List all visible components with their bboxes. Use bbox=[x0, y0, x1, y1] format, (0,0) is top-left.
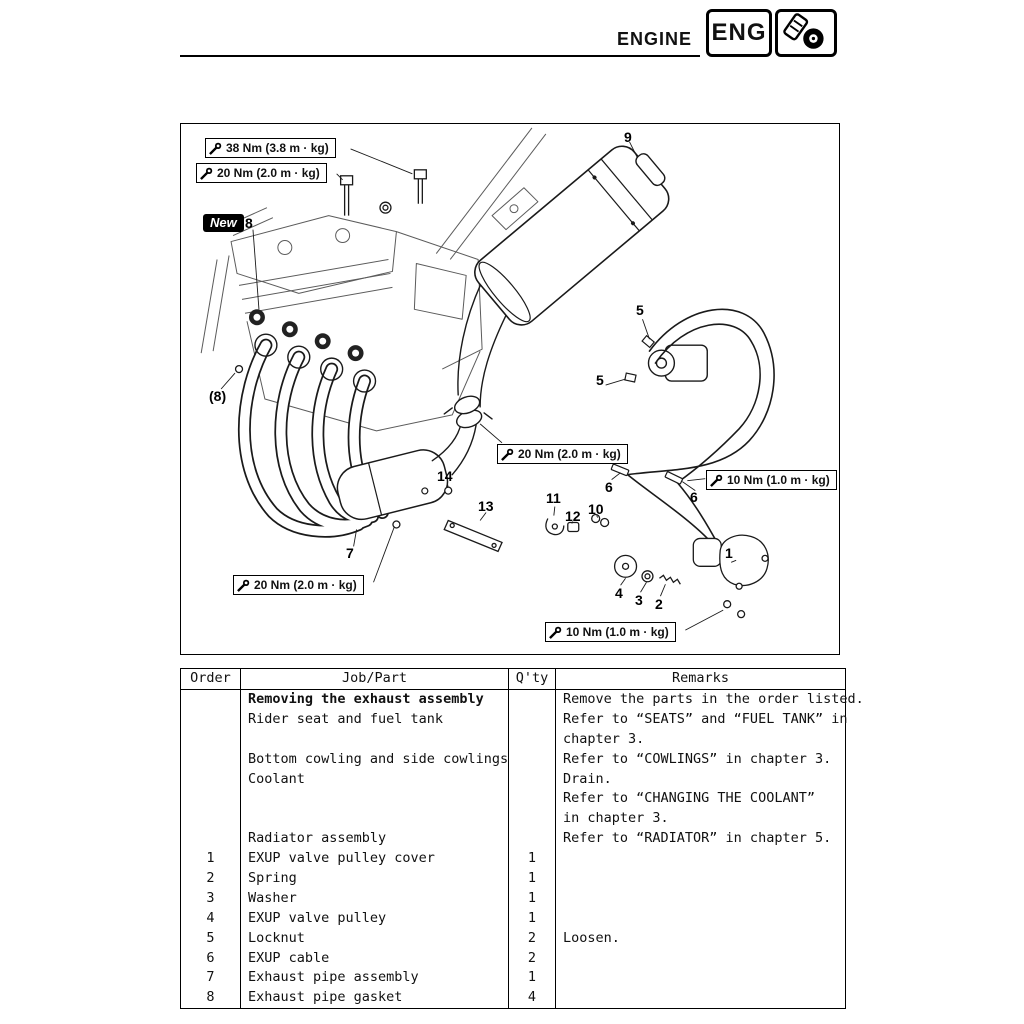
table-cell-order bbox=[181, 809, 240, 829]
table-cell-job: Coolant bbox=[248, 770, 305, 787]
table-cell-job: Bottom cowling and side cowlings bbox=[248, 750, 508, 767]
table-cell-order: 8 bbox=[206, 989, 215, 1006]
table-cell-order bbox=[181, 829, 240, 849]
table-cell-job bbox=[241, 789, 508, 809]
table-cell-remarks: Loosen. bbox=[563, 929, 620, 946]
part-callout-12: 12 bbox=[565, 508, 581, 524]
table-cell-qty bbox=[509, 730, 555, 750]
torque-value: 38 Nm (3.8 m · kg) bbox=[226, 141, 329, 155]
part-callout-6b: 6 bbox=[690, 489, 698, 505]
table-cell-job: EXUP valve pulley bbox=[248, 909, 387, 926]
table-cell-order: 4 bbox=[206, 909, 215, 926]
table-cell-qty: 2 bbox=[527, 929, 537, 946]
column-job-part bbox=[241, 690, 509, 1008]
table-cell-order: 5 bbox=[206, 929, 215, 946]
table-cell-qty bbox=[509, 750, 555, 770]
table-cell-qty: 1 bbox=[527, 909, 537, 926]
table-cell-job bbox=[241, 809, 508, 829]
col-header-order: Order bbox=[181, 669, 241, 689]
column-order bbox=[181, 690, 241, 1008]
engine-icon bbox=[775, 9, 837, 57]
table-cell-order bbox=[181, 789, 240, 809]
table-cell-order: 1 bbox=[206, 850, 215, 867]
table-cell-remarks: in chapter 3. bbox=[563, 810, 669, 827]
table-cell-qty: 1 bbox=[527, 969, 537, 986]
part-callout-14: 14 bbox=[437, 468, 453, 484]
table-cell-remarks: Refer to “SEATS” and “FUEL TANK” in bbox=[563, 710, 848, 727]
column-qty bbox=[509, 690, 556, 1008]
part-callout-7: 7 bbox=[346, 545, 354, 561]
table-cell-remarks bbox=[556, 988, 864, 1008]
torque-spec-label bbox=[205, 138, 336, 158]
muffler bbox=[468, 135, 681, 332]
table-cell-job: Radiator assembly bbox=[248, 830, 387, 847]
parts-table-header bbox=[181, 669, 845, 690]
exup-servo bbox=[648, 345, 707, 381]
torque-wrench-icon bbox=[209, 142, 222, 155]
parts-table-body bbox=[181, 690, 864, 1008]
table-cell-job: EXUP cable bbox=[248, 949, 330, 966]
midpipe-joint bbox=[432, 283, 506, 474]
torque-value: 10 Nm (1.0 m · kg) bbox=[566, 625, 669, 639]
part-callout-4: 4 bbox=[615, 585, 623, 601]
table-cell-remarks: Refer to “RADIATOR” in chapter 5. bbox=[563, 830, 832, 847]
part-callout-1: 1 bbox=[725, 545, 733, 561]
table-cell-order bbox=[181, 730, 240, 750]
table-cell-qty: 1 bbox=[527, 889, 537, 906]
parts-table bbox=[180, 668, 864, 1009]
part-callout-2: 2 bbox=[655, 596, 663, 612]
table-cell-qty bbox=[509, 829, 555, 849]
table-cell-qty bbox=[509, 710, 555, 730]
table-cell-qty: 4 bbox=[527, 989, 537, 1006]
table-cell-remarks: Refer to “COWLINGS” in chapter 3. bbox=[563, 750, 832, 767]
table-cell-remarks bbox=[556, 909, 864, 929]
torque-spec-label bbox=[706, 470, 837, 490]
part-callout-10: 10 bbox=[588, 501, 604, 517]
torque-spec-label bbox=[196, 163, 327, 183]
table-cell-job: Locknut bbox=[248, 929, 305, 946]
new-part-flag: New bbox=[203, 214, 244, 232]
part-callout-5a: 5 bbox=[636, 302, 644, 318]
table-cell-order bbox=[181, 690, 240, 710]
table-cell-order: 7 bbox=[206, 969, 215, 986]
table-cell-remarks bbox=[556, 869, 864, 889]
table-cell-qty: 1 bbox=[527, 850, 537, 867]
table-cell-qty: 1 bbox=[527, 870, 537, 887]
column-remarks bbox=[556, 690, 864, 1008]
part-callout-8-hidden: (8) bbox=[209, 388, 227, 404]
table-cell-remarks bbox=[556, 849, 864, 869]
torque-wrench-icon bbox=[501, 448, 514, 461]
table-cell-remarks: chapter 3. bbox=[563, 730, 645, 747]
part-callout-13: 13 bbox=[478, 498, 494, 514]
table-cell-job: Rider seat and fuel tank bbox=[248, 710, 444, 727]
table-cell-job: EXUP valve pulley cover bbox=[248, 850, 435, 867]
table-cell-remarks: Drain. bbox=[563, 770, 612, 787]
part-callout-9: 9 bbox=[624, 129, 632, 145]
table-cell-job: Spring bbox=[248, 870, 297, 887]
table-cell-remarks bbox=[556, 889, 864, 909]
table-cell-order: 3 bbox=[206, 889, 215, 906]
torque-wrench-icon bbox=[710, 474, 723, 487]
torque-spec-label bbox=[545, 622, 676, 642]
table-cell-remarks: Remove the parts in the order listed. bbox=[563, 691, 864, 707]
torque-wrench-icon bbox=[549, 626, 562, 639]
table-cell-job: Removing the exhaust assembly bbox=[248, 691, 484, 707]
table-cell-remarks bbox=[556, 949, 864, 969]
part-callout-5b: 5 bbox=[596, 372, 604, 388]
table-cell-qty bbox=[509, 770, 555, 790]
part-callout-11: 11 bbox=[546, 490, 561, 506]
col-header-job: Job/Part bbox=[241, 669, 509, 689]
page-title: ENGINE bbox=[616, 29, 692, 49]
table-cell-remarks: Refer to “CHANGING THE COOLANT” bbox=[563, 790, 815, 807]
part-callout-3: 3 bbox=[635, 592, 643, 608]
table-cell-order: 6 bbox=[206, 949, 215, 966]
part-callout-6a: 6 bbox=[605, 479, 613, 495]
part-callout-8: 8 bbox=[245, 215, 253, 231]
torque-value: 10 Nm (1.0 m · kg) bbox=[727, 473, 830, 487]
torque-value: 20 Nm (2.0 m · kg) bbox=[518, 447, 621, 461]
col-header-qty: Q'ty bbox=[509, 669, 556, 689]
table-cell-job bbox=[241, 730, 508, 750]
torque-value: 20 Nm (2.0 m · kg) bbox=[254, 578, 357, 592]
table-cell-qty bbox=[509, 690, 555, 710]
table-cell-order bbox=[181, 770, 240, 790]
torque-value: 20 Nm (2.0 m · kg) bbox=[217, 166, 320, 180]
table-cell-qty: 2 bbox=[527, 949, 537, 966]
torque-spec-label bbox=[233, 575, 364, 595]
torque-wrench-icon bbox=[237, 579, 250, 592]
table-cell-job: Exhaust pipe assembly bbox=[248, 969, 419, 986]
header-rule bbox=[180, 55, 700, 57]
table-cell-order bbox=[181, 710, 240, 730]
exploded-diagram bbox=[180, 123, 840, 655]
chapter-code-badge: ENG bbox=[706, 9, 772, 57]
table-cell-qty bbox=[509, 789, 555, 809]
table-cell-job: Exhaust pipe gasket bbox=[248, 989, 403, 1006]
torque-spec-label bbox=[497, 444, 628, 464]
chapter-badge bbox=[706, 9, 837, 57]
col-header-remarks: Remarks bbox=[672, 670, 729, 686]
table-cell-order bbox=[181, 750, 240, 770]
torque-wrench-icon bbox=[200, 167, 213, 180]
table-cell-qty bbox=[509, 809, 555, 829]
table-cell-order: 2 bbox=[206, 870, 215, 887]
table-cell-remarks bbox=[556, 968, 864, 988]
table-cell-job: Washer bbox=[248, 889, 297, 906]
